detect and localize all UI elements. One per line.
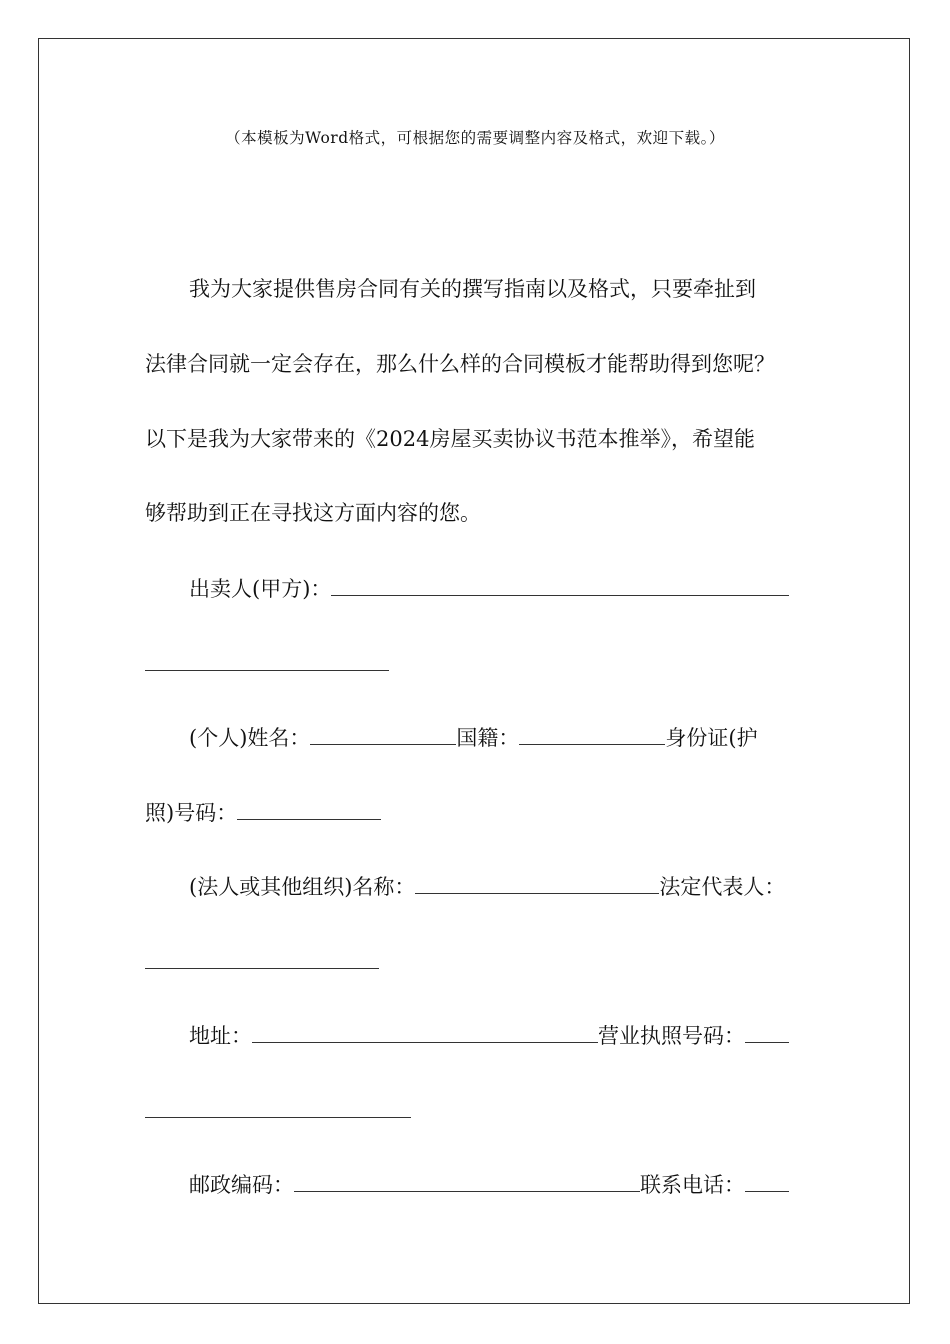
id-label-part2: 照)号码： [145, 801, 238, 825]
seller-row [189, 573, 789, 604]
postcode-label: 邮政编码： [189, 1173, 294, 1197]
org-name-label: (法人或其他组织)名称： [189, 875, 416, 899]
address-blank[interactable] [252, 1020, 598, 1043]
id-row [145, 797, 381, 828]
address-label: 地址： [189, 1024, 252, 1048]
id-number-blank[interactable] [237, 797, 381, 820]
address-row [189, 1020, 789, 1051]
license-blank-continued[interactable] [145, 1117, 411, 1118]
legal-rep-blank[interactable] [145, 968, 379, 969]
nationality-label: 国籍： [456, 726, 520, 750]
phone-label: 联系电话： [640, 1173, 745, 1197]
personal-name-label: (个人)姓名： [189, 726, 311, 750]
personal-row [189, 722, 758, 753]
org-row [189, 871, 785, 902]
id-label-part1: 身份证(护 [665, 726, 758, 750]
template-notice: （本模板为Word格式，可根据您的需要调整内容及格式，欢迎下载。） [225, 129, 725, 147]
seller-blank[interactable] [331, 573, 789, 596]
license-blank[interactable] [745, 1020, 789, 1043]
postal-row [189, 1169, 789, 1200]
intro-line-1: 我为大家提供售房合同有关的撰写指南以及格式，只要牵扯到 [189, 277, 756, 301]
nationality-blank[interactable] [519, 722, 665, 745]
legal-rep-label: 法定代表人： [659, 875, 786, 899]
intro-line-3: 以下是我为大家带来的《2024房屋买卖协议书范本推举》，希望能 [145, 427, 755, 451]
intro-line-2: 法律合同就一定会存在，那么什么样的合同模板才能帮助得到您呢？ [145, 352, 775, 376]
postcode-blank[interactable] [294, 1169, 640, 1192]
phone-blank[interactable] [745, 1169, 789, 1192]
seller-label: 出卖人(甲方)： [189, 577, 332, 601]
org-name-blank[interactable] [415, 871, 659, 894]
personal-name-blank[interactable] [310, 722, 456, 745]
intro-line-4: 够帮助到正在寻找这方面内容的您。 [145, 501, 481, 525]
license-label: 营业执照号码： [598, 1024, 745, 1048]
page-border [38, 38, 910, 1304]
seller-blank-continued[interactable] [145, 670, 389, 671]
